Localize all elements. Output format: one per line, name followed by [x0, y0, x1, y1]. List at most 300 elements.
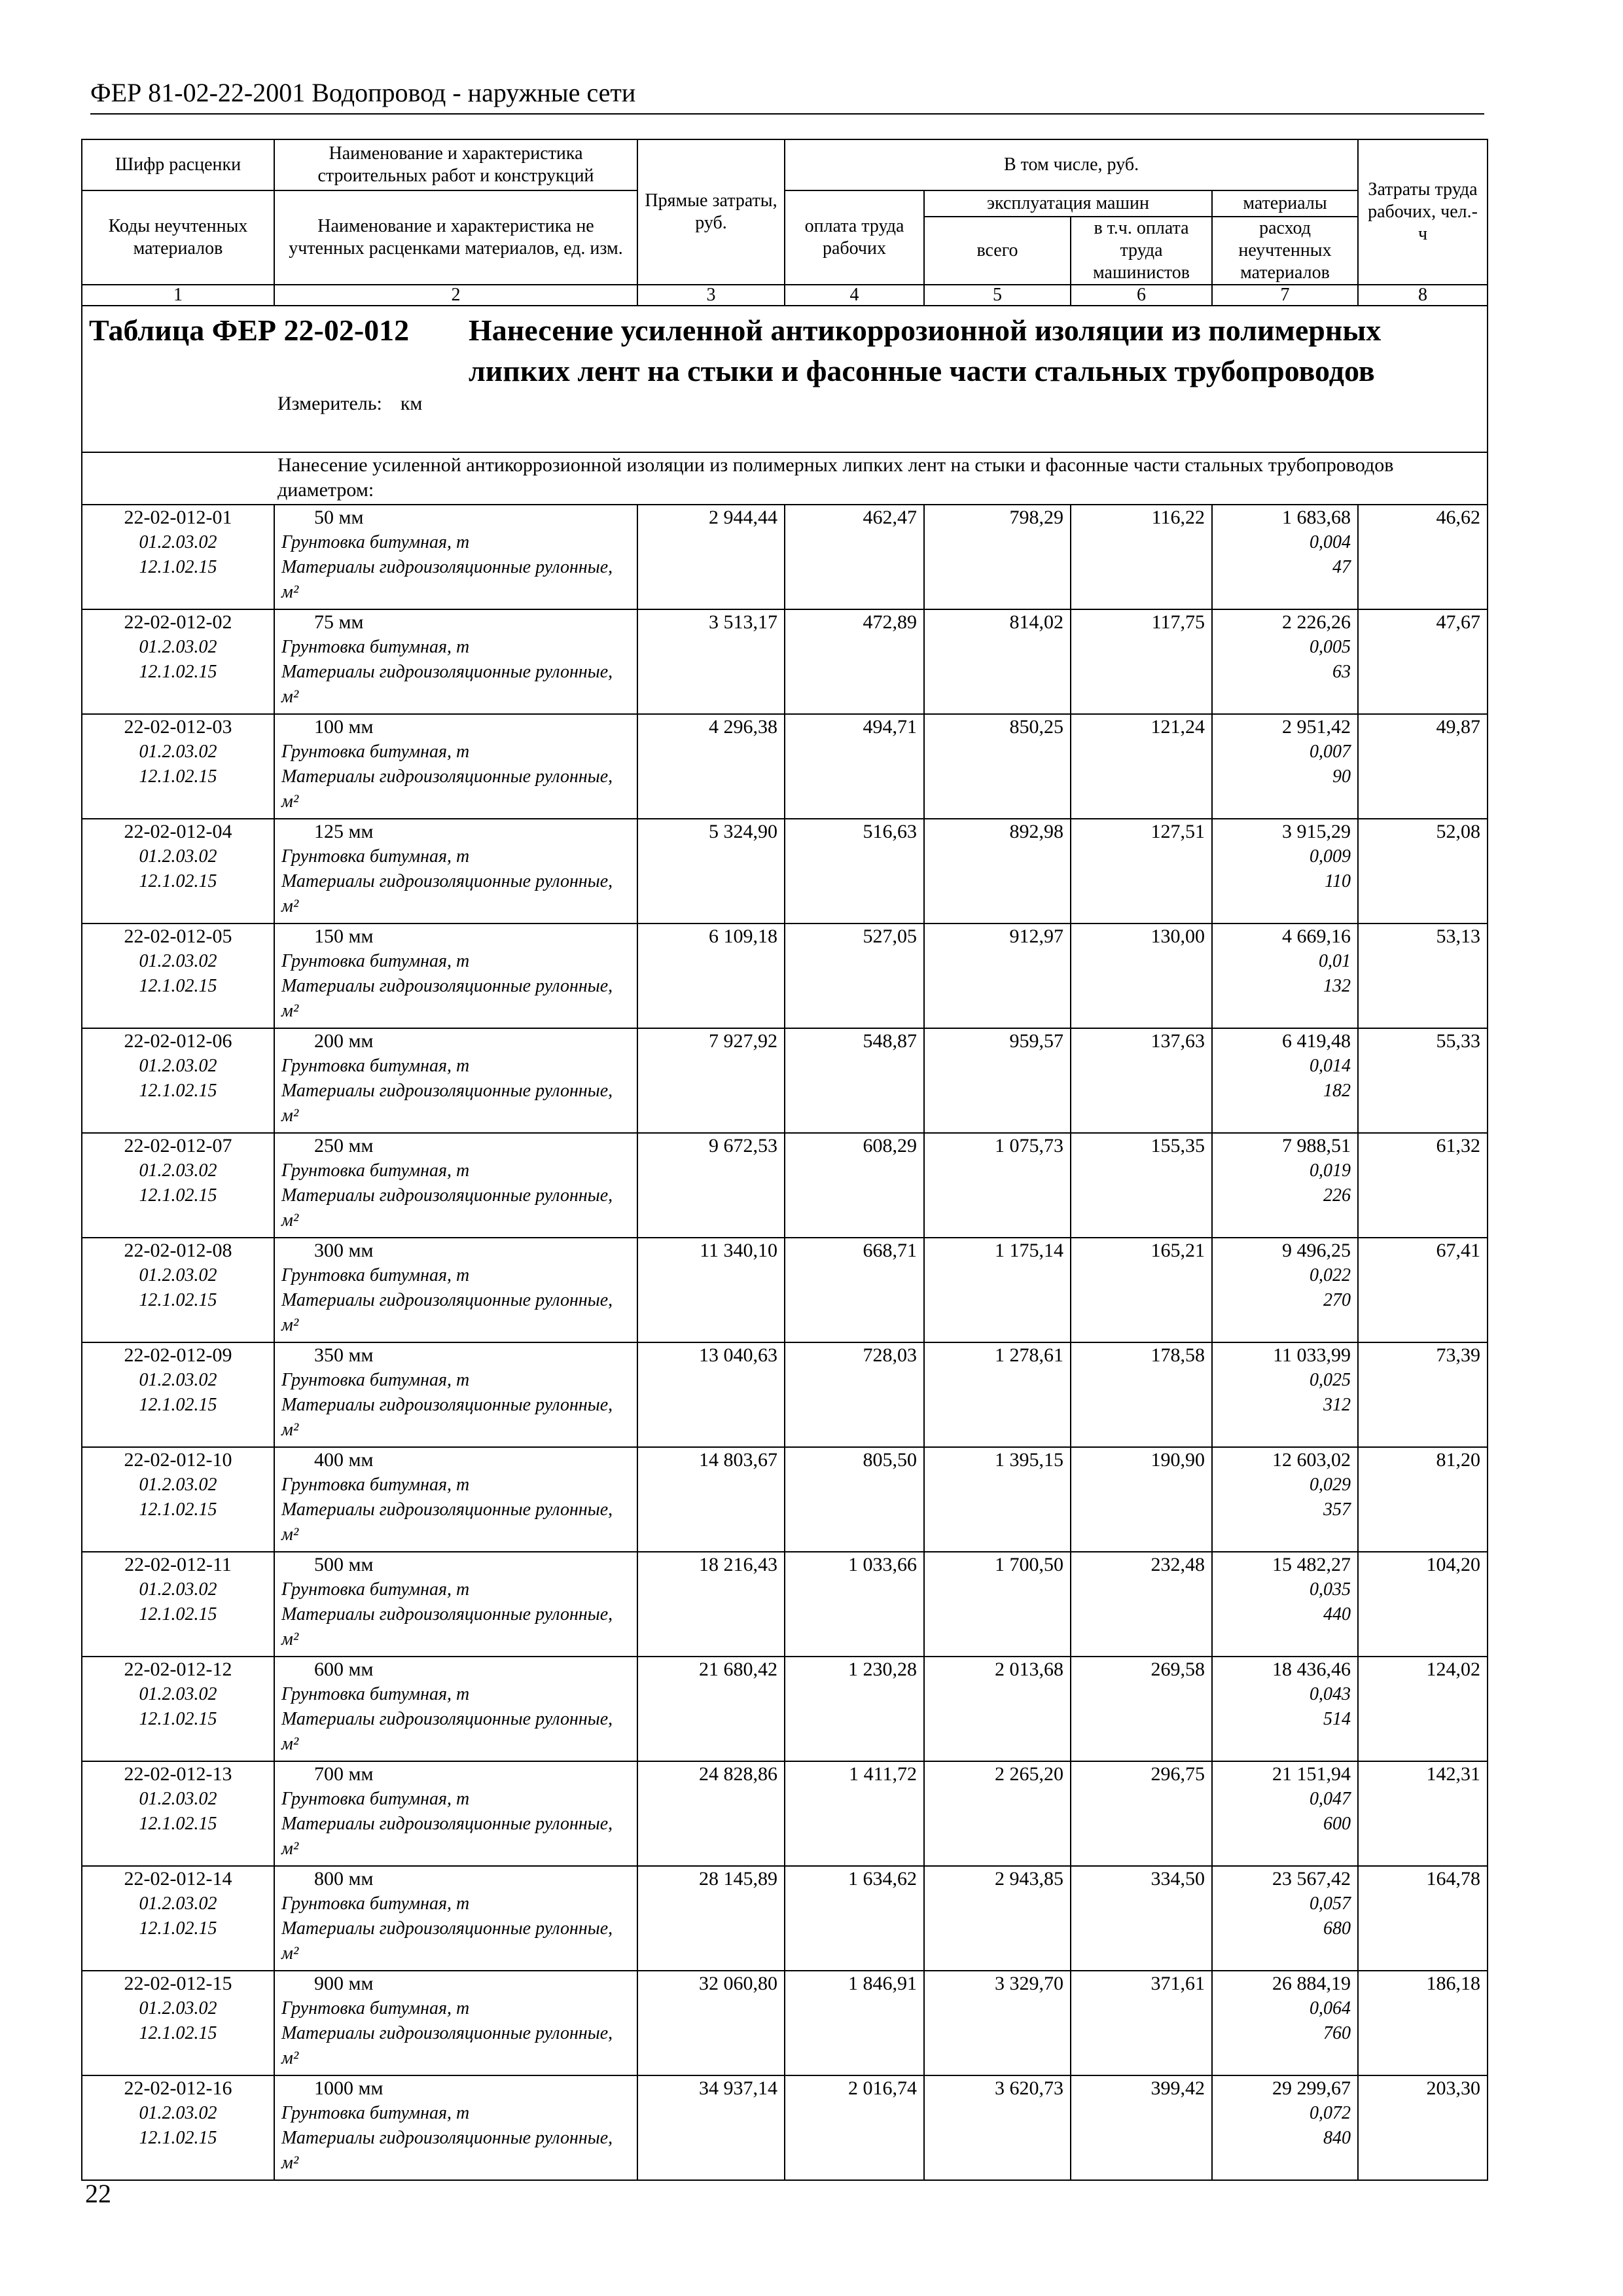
- machines-total: 2 943,85: [924, 1866, 1071, 1971]
- table-row: [82, 609, 1488, 714]
- machines-total: 1 700,50: [924, 1552, 1071, 1657]
- material-code-1: 01.2.03.02: [139, 532, 217, 552]
- direct-costs: 4 296,38: [637, 714, 785, 819]
- material-name-1: Грунтовка битумная, т: [281, 2103, 470, 2123]
- materials-cost: 11 033,99: [1273, 1344, 1351, 1366]
- material-name-2: Материалы гидроизоляционные рулонные, м²: [281, 557, 613, 602]
- direct-costs: 9 672,53: [637, 1133, 785, 1238]
- col-number: 8: [1358, 285, 1488, 306]
- material-code-2: 12.1.02.15: [139, 871, 217, 891]
- diameter: 800 мм: [314, 1868, 374, 1890]
- page-number: 22: [85, 2179, 111, 2208]
- head-unaccounted-names: Наименование и характеристика не учтенных расценками материалов, ед. изм.: [274, 190, 637, 285]
- material-name-2: Материалы гидроизоляционные рулонные, м²: [281, 1185, 613, 1230]
- material-name-1: Грунтовка битумная, т: [281, 1265, 470, 1285]
- material-use-2: 47: [1332, 557, 1351, 577]
- machines-total: 959,57: [924, 1028, 1071, 1133]
- material-code-1: 01.2.03.02: [139, 2103, 217, 2123]
- material-use-1: 0,064: [1310, 1998, 1351, 2018]
- material-name-2: Материалы гидроизоляционные рулонные, м²: [281, 2128, 613, 2173]
- rate-code: 22-02-012-07: [124, 1135, 232, 1157]
- materials-cell: [1212, 1447, 1358, 1552]
- name-cell: [274, 924, 637, 1028]
- machines-total: 814,02: [924, 609, 1071, 714]
- machines-total: 2 013,68: [924, 1657, 1071, 1761]
- material-code-2: 12.1.02.15: [139, 766, 217, 787]
- direct-costs: 21 680,42: [637, 1657, 785, 1761]
- col-number: 4: [785, 285, 924, 306]
- labor-cost: 203,30: [1358, 2075, 1488, 2180]
- diameter: 400 мм: [314, 1449, 374, 1471]
- material-use-1: 0,014: [1310, 1056, 1351, 1076]
- name-cell: [274, 1342, 637, 1447]
- name-cell: [274, 2075, 637, 2180]
- rate-code: 22-02-012-16: [124, 2077, 232, 2099]
- rate-code-cell: [82, 1971, 274, 2075]
- head-name-title: Наименование и характеристика строительных работ и конструкций: [274, 139, 637, 190]
- rate-code-cell: [82, 1866, 274, 1971]
- material-use-2: 132: [1323, 976, 1351, 996]
- diameter: 50 мм: [314, 507, 364, 528]
- head-wages: оплата труда рабочих: [785, 190, 924, 285]
- material-name-2: Материалы гидроизоляционные рулонные, м²: [281, 1918, 613, 1964]
- wages: 728,03: [785, 1342, 924, 1447]
- col-number: 1: [82, 285, 274, 306]
- diameter: 900 мм: [314, 1973, 374, 1994]
- material-code-2: 12.1.02.15: [139, 1081, 217, 1101]
- material-use-2: 110: [1325, 871, 1351, 891]
- table-title-block: [82, 306, 1488, 452]
- rate-code: 22-02-012-01: [124, 507, 232, 528]
- wages: 1 230,28: [785, 1657, 924, 1761]
- labor-cost: 124,02: [1358, 1657, 1488, 1761]
- materials-cost: 3 915,29: [1282, 821, 1351, 842]
- name-cell: [274, 1238, 637, 1342]
- measure-label: Измеритель:: [277, 393, 382, 414]
- material-code-1: 01.2.03.02: [139, 1684, 217, 1704]
- material-use-2: 63: [1332, 662, 1351, 682]
- material-use-1: 0,057: [1310, 1893, 1351, 1914]
- table-row: [82, 1552, 1488, 1657]
- material-code-1: 01.2.03.02: [139, 1998, 217, 2018]
- materials-cost: 18 436,46: [1272, 1659, 1351, 1680]
- diameter: 350 мм: [314, 1344, 374, 1366]
- wages: 1 033,66: [785, 1552, 924, 1657]
- measure-unit: км: [400, 393, 423, 414]
- materials-cell: [1212, 1552, 1358, 1657]
- head-labor-cost: Затраты труда рабочих, чел.-ч: [1358, 139, 1488, 285]
- name-cell: [274, 1028, 637, 1133]
- machines-total: 1 278,61: [924, 1342, 1071, 1447]
- wages: 1 411,72: [785, 1761, 924, 1866]
- material-use-2: 90: [1332, 766, 1351, 787]
- rate-code-cell: [82, 1552, 274, 1657]
- rate-code: 22-02-012-08: [124, 1240, 232, 1261]
- labor-cost: 186,18: [1358, 1971, 1488, 2075]
- material-name-1: Грунтовка битумная, т: [281, 1475, 470, 1495]
- rate-code-cell: [82, 819, 274, 924]
- wages: 1 634,62: [785, 1866, 924, 1971]
- materials-cell: [1212, 1971, 1358, 2075]
- materials-cell: [1212, 714, 1358, 819]
- material-code-1: 01.2.03.02: [139, 1056, 217, 1076]
- machines-total: 912,97: [924, 924, 1071, 1028]
- materials-cost: 7 988,51: [1282, 1135, 1351, 1157]
- materials-cell: [1212, 1342, 1358, 1447]
- labor-cost: 164,78: [1358, 1866, 1488, 1971]
- material-name-1: Грунтовка битумная, т: [281, 1789, 470, 1809]
- machines-wages: 130,00: [1071, 924, 1212, 1028]
- head-machines-wages: в т.ч. оплата труда машинистов: [1071, 217, 1212, 285]
- rate-code: 22-02-012-12: [124, 1659, 232, 1680]
- table-row: [82, 1133, 1488, 1238]
- materials-cost: 9 496,25: [1282, 1240, 1351, 1261]
- material-use-2: 270: [1323, 1290, 1351, 1310]
- rate-code-cell: [82, 505, 274, 609]
- materials-cell: [1212, 1028, 1358, 1133]
- wages: 805,50: [785, 1447, 924, 1552]
- material-code-1: 01.2.03.02: [139, 1579, 217, 1600]
- table-row: [82, 1028, 1488, 1133]
- labor-cost: 104,20: [1358, 1552, 1488, 1657]
- material-name-1: Грунтовка битумная, т: [281, 846, 470, 867]
- table-row: [82, 924, 1488, 1028]
- name-cell: [274, 1133, 637, 1238]
- materials-cell: [1212, 819, 1358, 924]
- direct-costs: 7 927,92: [637, 1028, 785, 1133]
- material-name-1: Грунтовка битумная, т: [281, 1998, 470, 2018]
- material-code-2: 12.1.02.15: [139, 557, 217, 577]
- diameter: 200 мм: [314, 1030, 374, 1052]
- labor-cost: 55,33: [1358, 1028, 1488, 1133]
- material-use-2: 357: [1323, 1499, 1351, 1520]
- diameter: 250 мм: [314, 1135, 374, 1157]
- material-name-1: Грунтовка битумная, т: [281, 1893, 470, 1914]
- material-name-1: Грунтовка битумная, т: [281, 532, 470, 552]
- machines-wages: 165,21: [1071, 1238, 1212, 1342]
- material-code-2: 12.1.02.15: [139, 1709, 217, 1729]
- wages: 472,89: [785, 609, 924, 714]
- name-cell: [274, 609, 637, 714]
- labor-cost: 52,08: [1358, 819, 1488, 924]
- rate-code: 22-02-012-05: [124, 925, 232, 947]
- rate-code-cell: [82, 1657, 274, 1761]
- rate-code: 22-02-012-13: [124, 1763, 232, 1785]
- materials-cost: 12 603,02: [1272, 1449, 1351, 1471]
- name-cell: [274, 1447, 637, 1552]
- machines-wages: 269,58: [1071, 1657, 1212, 1761]
- machines-wages: 334,50: [1071, 1866, 1212, 1971]
- name-cell: [274, 505, 637, 609]
- rate-code-cell: [82, 2075, 274, 2180]
- rate-code: 22-02-012-10: [124, 1449, 232, 1471]
- direct-costs: 18 216,43: [637, 1552, 785, 1657]
- materials-cell: [1212, 924, 1358, 1028]
- machines-wages: 127,51: [1071, 819, 1212, 924]
- material-name-2: Материалы гидроизоляционные рулонные, м²: [281, 2023, 613, 2068]
- materials-cost: 15 482,27: [1272, 1554, 1351, 1575]
- diameter: 500 мм: [314, 1554, 374, 1575]
- material-code-1: 01.2.03.02: [139, 846, 217, 867]
- wages: 462,47: [785, 505, 924, 609]
- name-cell: [274, 714, 637, 819]
- rate-code: 22-02-012-04: [124, 821, 232, 842]
- direct-costs: 32 060,80: [637, 1971, 785, 2075]
- material-code-2: 12.1.02.15: [139, 2128, 217, 2148]
- rate-code: 22-02-012-11: [124, 1554, 232, 1575]
- machines-total: 3 620,73: [924, 2075, 1071, 2180]
- rate-code: 22-02-012-02: [124, 611, 232, 633]
- col-number: 2: [274, 285, 637, 306]
- rates-table: [81, 139, 1488, 2181]
- direct-costs: 2 944,44: [637, 505, 785, 609]
- labor-cost: 81,20: [1358, 1447, 1488, 1552]
- table-row: [82, 1238, 1488, 1342]
- wages: 516,63: [785, 819, 924, 924]
- machines-wages: 178,58: [1071, 1342, 1212, 1447]
- rate-code-cell: [82, 609, 274, 714]
- materials-cell: [1212, 505, 1358, 609]
- material-code-2: 12.1.02.15: [139, 1185, 217, 1206]
- material-name-2: Материалы гидроизоляционные рулонные, м²: [281, 1604, 613, 1649]
- rate-code: 22-02-012-14: [124, 1868, 232, 1890]
- direct-costs: 3 513,17: [637, 609, 785, 714]
- table-row: [82, 819, 1488, 924]
- labor-cost: 49,87: [1358, 714, 1488, 819]
- material-use-1: 0,019: [1310, 1160, 1351, 1181]
- diameter: 700 мм: [314, 1763, 374, 1785]
- material-use-2: 840: [1323, 2128, 1351, 2148]
- material-name-2: Материалы гидроизоляционные рулонные, м²: [281, 1499, 613, 1545]
- material-code-1: 01.2.03.02: [139, 1789, 217, 1809]
- rate-code: 22-02-012-06: [124, 1030, 232, 1052]
- labor-cost: 61,32: [1358, 1133, 1488, 1238]
- material-name-2: Материалы гидроизоляционные рулонные, м²: [281, 662, 613, 707]
- diameter: 75 мм: [314, 611, 364, 633]
- table-row: [82, 1866, 1488, 1971]
- direct-costs: 28 145,89: [637, 1866, 785, 1971]
- machines-total: 798,29: [924, 505, 1071, 609]
- head-machines: эксплуатация машин: [924, 190, 1212, 217]
- material-use-1: 0,004: [1310, 532, 1351, 552]
- wages: 668,71: [785, 1238, 924, 1342]
- material-code-2: 12.1.02.15: [139, 976, 217, 996]
- measure-line: [89, 391, 1480, 416]
- material-name-1: Грунтовка битумная, т: [281, 637, 470, 657]
- material-use-1: 0,005: [1310, 637, 1351, 657]
- material-name-1: Грунтовка битумная, т: [281, 742, 470, 762]
- material-use-2: 600: [1323, 1814, 1351, 1834]
- material-code-2: 12.1.02.15: [139, 662, 217, 682]
- material-use-1: 0,009: [1310, 846, 1351, 867]
- head-materials: материалы: [1212, 190, 1358, 217]
- labor-cost: 46,62: [1358, 505, 1488, 609]
- name-cell: [274, 819, 637, 924]
- page-header-title: ФЕР 81-02-22-2001 Водопровод - наружные сети: [90, 77, 1484, 115]
- table-row: [82, 2075, 1488, 2180]
- material-use-1: 0,029: [1310, 1475, 1351, 1495]
- direct-costs: 5 324,90: [637, 819, 785, 924]
- table-row: [82, 1342, 1488, 1447]
- wages: 2 016,74: [785, 2075, 924, 2180]
- labor-cost: 142,31: [1358, 1761, 1488, 1866]
- material-code-1: 01.2.03.02: [139, 1475, 217, 1495]
- materials-cost: 6 419,48: [1282, 1030, 1351, 1052]
- col-number: 7: [1212, 285, 1358, 306]
- head-direct-costs: Прямые затраты, руб.: [637, 139, 785, 285]
- rate-code: 22-02-012-03: [124, 716, 232, 738]
- materials-cost: 26 884,19: [1272, 1973, 1351, 1994]
- rate-code-cell: [82, 1028, 274, 1133]
- direct-costs: 14 803,67: [637, 1447, 785, 1552]
- col-number: 5: [924, 285, 1071, 306]
- direct-costs: 24 828,86: [637, 1761, 785, 1866]
- name-cell: [274, 1657, 637, 1761]
- material-name-2: Материалы гидроизоляционные рулонные, м²: [281, 1290, 613, 1335]
- direct-costs: 13 040,63: [637, 1342, 785, 1447]
- machines-wages: 371,61: [1071, 1971, 1212, 2075]
- material-name-2: Материалы гидроизоляционные рулонные, м²: [281, 766, 613, 812]
- machines-total: 1 175,14: [924, 1238, 1071, 1342]
- machines-total: 3 329,70: [924, 1971, 1071, 2075]
- materials-cell: [1212, 1238, 1358, 1342]
- machines-wages: 117,75: [1071, 609, 1212, 714]
- material-use-2: 312: [1323, 1395, 1351, 1415]
- diameter: 125 мм: [314, 821, 374, 842]
- materials-cost: 21 151,94: [1272, 1763, 1351, 1785]
- materials-cost: 2 226,26: [1282, 611, 1351, 633]
- material-code-2: 12.1.02.15: [139, 1604, 217, 1624]
- head-code: Шифр расценки: [82, 139, 274, 190]
- machines-wages: 155,35: [1071, 1133, 1212, 1238]
- rate-code-cell: [82, 1133, 274, 1238]
- wages: 527,05: [785, 924, 924, 1028]
- head-including: В том числе, руб.: [785, 139, 1358, 190]
- materials-cost: 2 951,42: [1282, 716, 1351, 738]
- material-use-2: 440: [1323, 1604, 1351, 1624]
- material-use-1: 0,025: [1310, 1370, 1351, 1390]
- materials-cost: 1 683,68: [1282, 507, 1351, 528]
- material-code-1: 01.2.03.02: [139, 1160, 217, 1181]
- material-code-1: 01.2.03.02: [139, 1370, 217, 1390]
- wages: 608,29: [785, 1133, 924, 1238]
- material-use-2: 182: [1323, 1081, 1351, 1101]
- rate-code: 22-02-012-15: [124, 1973, 232, 1994]
- materials-cell: [1212, 1133, 1358, 1238]
- material-code-1: 01.2.03.02: [139, 1265, 217, 1285]
- machines-wages: 399,42: [1071, 2075, 1212, 2180]
- material-name-1: Грунтовка битумная, т: [281, 1370, 470, 1390]
- table-row: [82, 1971, 1488, 2075]
- material-name-1: Грунтовка битумная, т: [281, 1056, 470, 1076]
- table-row: [82, 1761, 1488, 1866]
- direct-costs: 11 340,10: [637, 1238, 785, 1342]
- material-code-1: 01.2.03.02: [139, 1893, 217, 1914]
- diameter: 100 мм: [314, 716, 374, 738]
- machines-total: 2 265,20: [924, 1761, 1071, 1866]
- material-use-1: 0,007: [1310, 742, 1351, 762]
- material-use-1: 0,035: [1310, 1579, 1351, 1600]
- rate-code-cell: [82, 1447, 274, 1552]
- material-use-1: 0,043: [1310, 1684, 1351, 1704]
- wages: 494,71: [785, 714, 924, 819]
- material-code-2: 12.1.02.15: [139, 1918, 217, 1939]
- machines-wages: 232,48: [1071, 1552, 1212, 1657]
- machines-total: 1 395,15: [924, 1447, 1071, 1552]
- name-cell: [274, 1761, 637, 1866]
- material-use-2: 514: [1323, 1709, 1351, 1729]
- wages: 1 846,91: [785, 1971, 924, 2075]
- rate-code-cell: [82, 714, 274, 819]
- materials-cost: 23 567,42: [1272, 1868, 1351, 1890]
- diameter: 1000 мм: [314, 2077, 383, 2099]
- col-number: 6: [1071, 285, 1212, 306]
- rate-code-cell: [82, 1342, 274, 1447]
- material-name-1: Грунтовка битумная, т: [281, 1579, 470, 1600]
- table-row: [82, 1657, 1488, 1761]
- material-name-2: Материалы гидроизоляционные рулонные, м²: [281, 1814, 613, 1859]
- labor-cost: 53,13: [1358, 924, 1488, 1028]
- materials-cost: 29 299,67: [1272, 2077, 1351, 2099]
- material-code-2: 12.1.02.15: [139, 1395, 217, 1415]
- table-row: [82, 1447, 1488, 1552]
- labor-cost: 47,67: [1358, 609, 1488, 714]
- material-use-1: 0,072: [1310, 2103, 1351, 2123]
- material-code-2: 12.1.02.15: [139, 2023, 217, 2043]
- head-unaccounted-codes: Коды неучтенных материалов: [82, 190, 274, 285]
- direct-costs: 6 109,18: [637, 924, 785, 1028]
- machines-wages: 116,22: [1071, 505, 1212, 609]
- material-use-1: 0,047: [1310, 1789, 1351, 1809]
- material-name-2: Материалы гидроизоляционные рулонные, м²: [281, 871, 613, 916]
- material-code-1: 01.2.03.02: [139, 742, 217, 762]
- rate-code-cell: [82, 1761, 274, 1866]
- table-title-name: Нанесение усиленной антикоррозионной изоляции из полимерных липких лент на стыки и фасонные части стальных трубопроводов: [469, 314, 1382, 387]
- material-use-2: 760: [1323, 2023, 1351, 2043]
- material-name-2: Материалы гидроизоляционные рулонные, м²: [281, 1709, 613, 1754]
- material-use-2: 680: [1323, 1918, 1351, 1939]
- machines-wages: 190,90: [1071, 1447, 1212, 1552]
- machines-wages: 137,63: [1071, 1028, 1212, 1133]
- table-title-id: Таблица ФЕР 22-02-012: [89, 314, 410, 347]
- name-cell: [274, 1552, 637, 1657]
- material-code-2: 12.1.02.15: [139, 1814, 217, 1834]
- head-machines-total: всего: [924, 217, 1071, 285]
- material-name-1: Грунтовка битумная, т: [281, 1160, 470, 1181]
- machines-total: 850,25: [924, 714, 1071, 819]
- table-row: [82, 505, 1488, 609]
- material-code-1: 01.2.03.02: [139, 637, 217, 657]
- material-code-1: 01.2.03.02: [139, 951, 217, 971]
- diameter: 150 мм: [314, 925, 374, 947]
- rate-code: 22-02-012-09: [124, 1344, 232, 1366]
- rate-code-cell: [82, 924, 274, 1028]
- machines-wages: 121,24: [1071, 714, 1212, 819]
- diameter: 300 мм: [314, 1240, 374, 1261]
- material-code-2: 12.1.02.15: [139, 1499, 217, 1520]
- material-name-1: Грунтовка битумная, т: [281, 951, 470, 971]
- materials-cell: [1212, 1761, 1358, 1866]
- machines-total: 892,98: [924, 819, 1071, 924]
- material-use-1: 0,01: [1319, 951, 1351, 971]
- materials-cell: [1212, 2075, 1358, 2180]
- wages: 548,87: [785, 1028, 924, 1133]
- materials-cell: [1212, 609, 1358, 714]
- material-use-1: 0,022: [1310, 1265, 1351, 1285]
- direct-costs: 34 937,14: [637, 2075, 785, 2180]
- materials-cell: [1212, 1657, 1358, 1761]
- labor-cost: 73,39: [1358, 1342, 1488, 1447]
